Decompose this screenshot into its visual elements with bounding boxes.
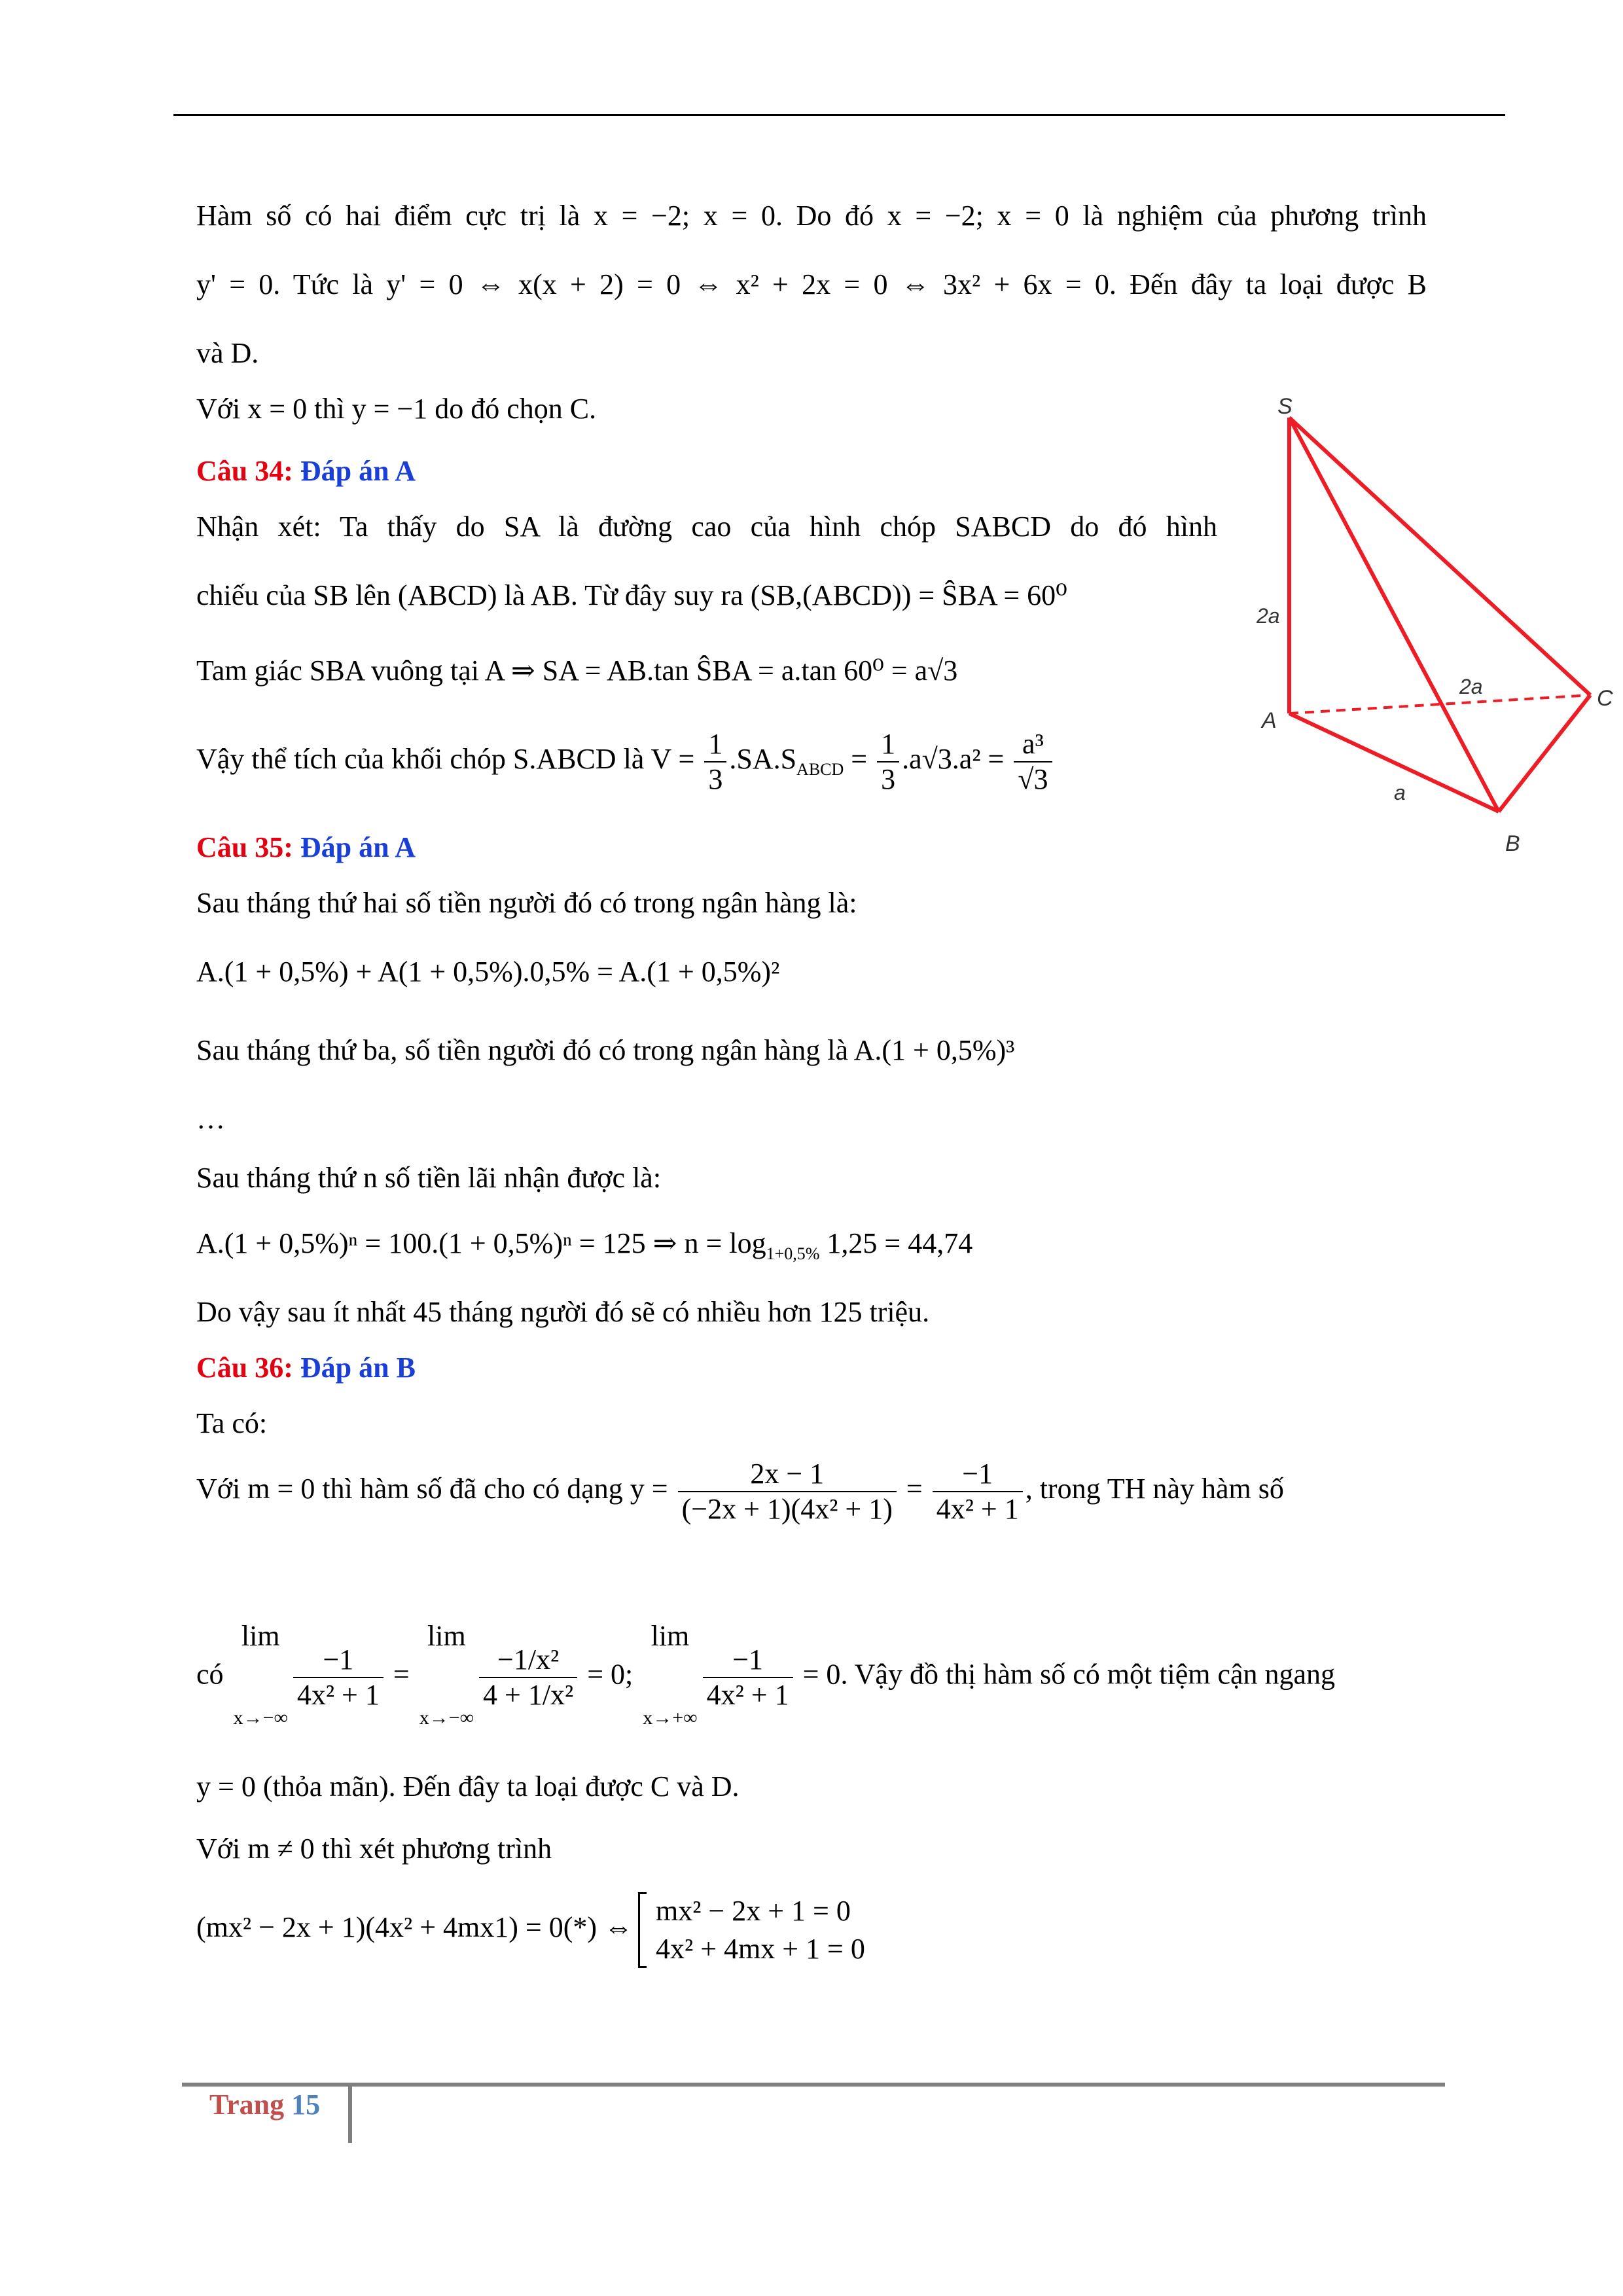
q35-line7: Do vậy sau ít nhất 45 tháng người đó sẽ có nhiều hơn 125 triệu. [196,1296,930,1328]
p1-line3: và D. [196,337,259,369]
q36-line5: Với m ≠ 0 thì xét phương trình [196,1833,552,1865]
q34-line2: chiếu của SB lên (ABCD) là AB. Từ đây suy ra (SB,(ABCD)) = ŜBA = 60⁰ [196,579,1067,611]
q35-ellipsis: … [196,1103,225,1135]
header-rule [173,114,1505,116]
equation-system: mx² − 2x + 1 = 0 4x² + 4mx + 1 = 0 [656,1894,865,1965]
label-A: A [1262,708,1277,733]
label-a: a [1394,781,1406,804]
edge-SC [1289,418,1590,695]
fraction-y-def: $\frac{2x - 1}{\text{(−2x + 1)(4x² + 1)}}$ [678,1457,897,1526]
q35-line6: A.(1 + 0,5%)ⁿ = 100.(1 + 0,5%)ⁿ = 125 ⇒ $n = \log_{1+0,5\%} 1,25 = 44,74$ [196,1227,973,1263]
fraction-limit-1: $\frac{-1}{\text{4x² + 1}}$ [293,1643,383,1712]
q36-heading: Câu 36: Đáp án B [196,1352,416,1384]
page-footer: Trang 15 [209,2089,321,2121]
q36-line1: Ta có: [196,1407,268,1439]
limit-1: lim x→−∞ [233,1620,288,1729]
edge-BC [1499,695,1590,812]
label-B: B [1505,831,1520,856]
q36-line3: có lim x→−∞ $\frac{-1}{\text{4x² + 1}}$ = lim x→−∞ $\frac{\text{−1/x²}}{\text{4 + 1/x²}}$ = 0; lim x→+∞ $\frac{-1}{\text{4x² + 1}}$ = 0. Vậy đồ thị hàm số có một tiệm cận ngang [196,1597,1335,1757]
pyramid-figure [1243,393,1613,864]
q35-line2: A.(1 + 0,5%) + A(1 + 0,5%).0,5% = A.(1 + 0,5%)² [196,956,780,988]
fraction-limit-3: $\frac{-1}{\text{4x² + 1}}$ [703,1643,793,1712]
q35-line1: Sau tháng thứ hai số tiền người đó có trong ngân hàng là: [196,887,857,919]
fraction-one-third: $\frac{1}{3}$ [704,727,726,797]
fraction-limit-2: $\frac{\text{−1/x²}}{\text{4 + 1/x²}}$ [479,1643,577,1712]
q36-line4: y = 0 (thỏa mãn). Đến đây ta loại được C và D. [196,1770,740,1803]
q36-line6: (mx² − 2x + 1)(4x² + 4mx1) = 0(*) ⇔mx² − 2x + 1 = 0 4x² + 4mx + 1 = 0 [196,1885,865,1970]
q34-line1: Nhận xét: Ta thấy do SA là đường cao của hình chóp SABCD do đó hình [196,511,1217,543]
fraction-y-simplified: $\frac{-1}{\text{4x² + 1}}$ [933,1457,1023,1526]
limit-2: lim x→−∞ [419,1620,474,1729]
footer-divider [348,2083,352,2143]
fraction-one-third-2: $\frac{1}{3}$ [877,727,899,797]
label-S: S [1277,394,1293,419]
page-number: 15 [291,2089,321,2121]
label-2a-left: 2a [1257,604,1280,628]
q34-line4: Vậy thể tích của khối chóp S.ABCD là V = $\frac{1}{3}$ $.SA.S_{ABCD}$ = $\frac{1}{3}$ .a√3.a² = $\frac{\text{a³}}{√3}$ [196,720,1055,798]
label-2a-mid: 2a [1459,675,1483,698]
q35-line5: Sau tháng thứ n số tiền lãi nhận được là: [196,1162,662,1194]
q35-heading: Câu 35: Đáp án A [196,831,416,863]
fraction-volume-result: $\frac{\text{a³}}{√3}$ [1014,727,1052,797]
edge-SB [1289,418,1499,812]
system-bracket [638,1892,647,1968]
q34-heading: Câu 34: Đáp án A [196,455,416,487]
q34-line3: Tam giác SBA vuông tại A ⇒ SA = AB.tan ŜBA = a.tan 60⁰ = a√3 [196,655,958,687]
limit-3: lim x→+∞ [643,1620,698,1729]
q35-line3: Sau tháng thứ ba, số tiền người đó có trong ngân hàng là A.(1 + 0,5%)³ [196,1034,1015,1066]
footer-rule [182,2083,1445,2087]
label-C: C [1597,686,1613,711]
p1-line2: y' = 0. Tức là y' = 0 ⇔ x(x + 2) = 0 ⇔ x² + 2x = 0 ⇔ 3x² + 6x = 0. Đến đây ta loại được B [196,268,1427,300]
p1-line4: Với x = 0 thì y = −1 do đó chọn C. [196,393,597,425]
q36-line2: Với m = 0 thì hàm số đã cho có dạng y = $\frac{2x - 1}{\text{(−2x + 1)(4x² + 1)}}$ = $\frac{-1}{\text{4x² + 1}}$ , trong TH này hàm số [196,1457,1284,1525]
p1-line1: Hàm số có hai điểm cực trị là x = −2; x = 0. Do đó x = −2; x = 0 là nghiệm của phương trình [196,200,1427,232]
